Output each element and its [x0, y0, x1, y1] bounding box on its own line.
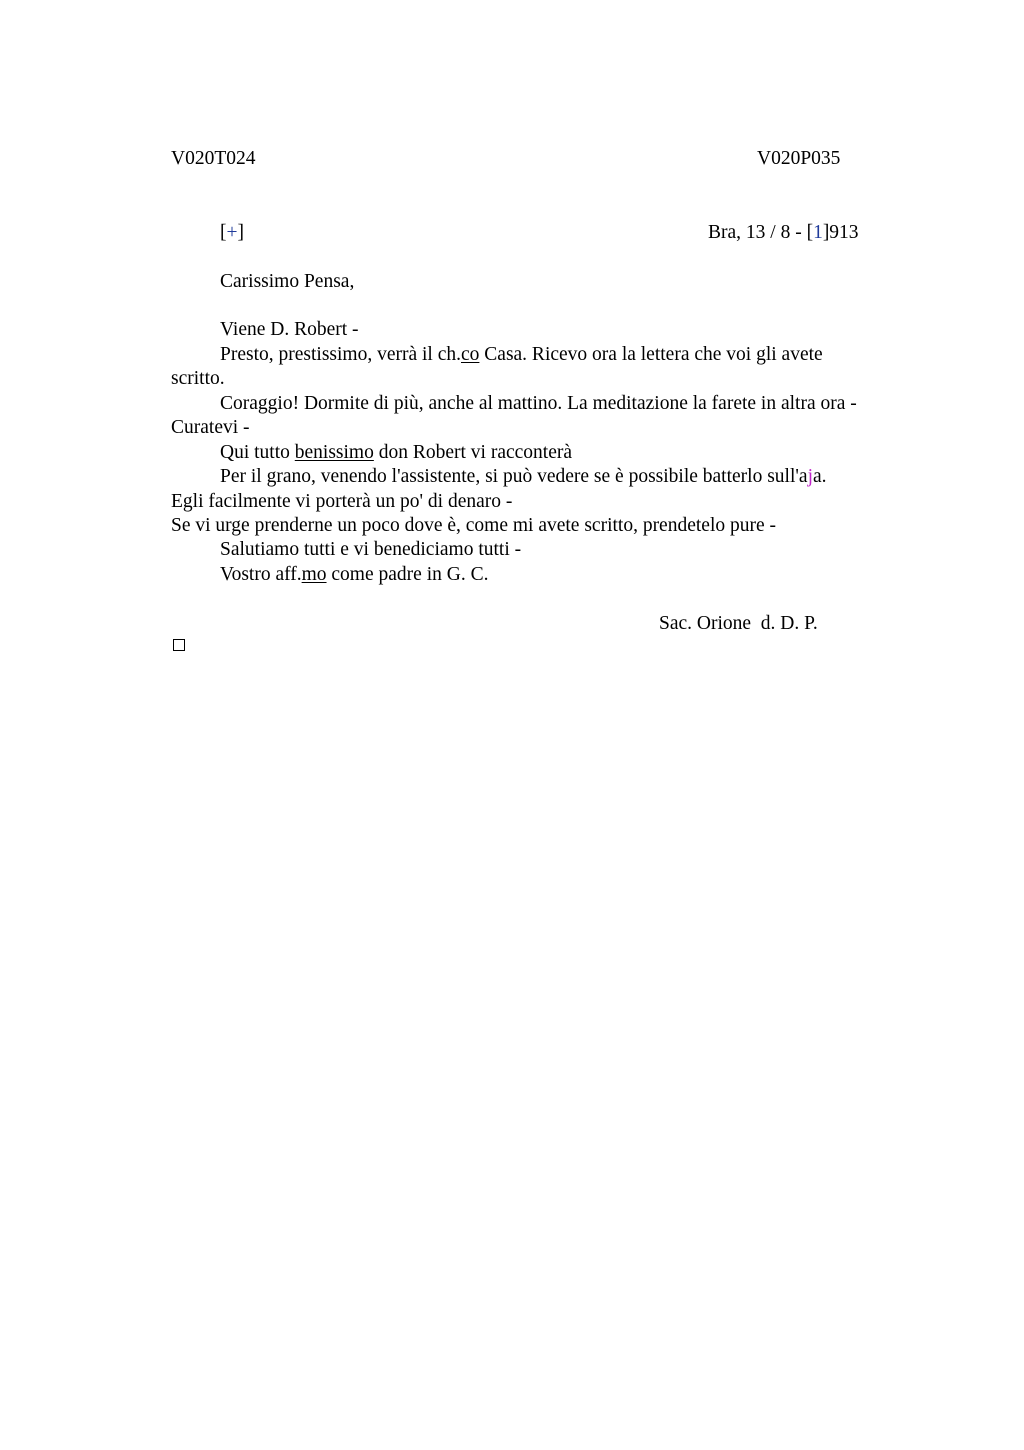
document-code-left: V020T024	[171, 148, 256, 169]
letter-line-7	[220, 465, 827, 489]
date-suffix: ]913	[822, 222, 859, 243]
letter-line-4: Coraggio! Dormite di più, anche al mattino. La meditazione la farete in altra ora -	[220, 393, 857, 414]
cross-symbol: +	[226, 222, 238, 243]
signature: Sac. Orione d. D. P.	[659, 613, 818, 634]
letter-line-6-start: Qui tutto	[220, 442, 295, 463]
date-prefix: Bra, 13 / 8 - [	[708, 222, 814, 243]
abbreviation-underlined: mo	[301, 564, 327, 585]
letter-line-2-end: Casa. Ricevo ora la lettera che voi gli avete	[479, 344, 823, 365]
letter-line-11-start: Vostro aff.	[220, 564, 302, 585]
letter-line-7-end: a.	[812, 466, 827, 487]
letter-line-5: Curatevi -	[171, 417, 250, 438]
editorial-correction: j	[807, 466, 813, 487]
letter-line-8: Egli facilmente vi porterà un po' di denaro -	[171, 491, 513, 512]
letter-line-10: Salutiamo tutti e vi benediciamo tutti -	[220, 539, 522, 560]
letter-line-1: Viene D. Robert -	[220, 319, 359, 340]
letter-line-2	[220, 343, 823, 367]
cross-open-bracket: [	[220, 222, 227, 243]
cross-close-bracket: ]	[237, 222, 244, 243]
cross-mark	[220, 221, 244, 245]
letter-line-6-end: don Robert vi racconterà	[373, 442, 573, 463]
end-of-document-square-icon	[173, 639, 185, 651]
abbreviation-underlined: co	[461, 344, 480, 365]
document-code-right: V020P035	[757, 148, 841, 169]
letter-line-7-start: Per il grano, venendo l'assistente, si può vedere se è possibile batterlo sull'a	[220, 466, 808, 487]
salutation: Carissimo Pensa,	[220, 271, 355, 292]
letter-date	[708, 221, 859, 245]
letter-line-11-end: come padre in G. C.	[326, 564, 489, 585]
letter-line-2-start: Presto, prestissimo, verrà il ch.	[220, 344, 461, 365]
emphasis-underlined: benissimo	[294, 442, 374, 463]
letter-line-3: scritto.	[171, 368, 225, 389]
date-inserted-digit: 1	[813, 222, 823, 243]
letter-line-11	[220, 563, 488, 587]
letter-line-9: Se vi urge prenderne un poco dove è, come mi avete scritto, prendetelo pure -	[171, 515, 777, 536]
letter-line-6	[220, 441, 572, 465]
